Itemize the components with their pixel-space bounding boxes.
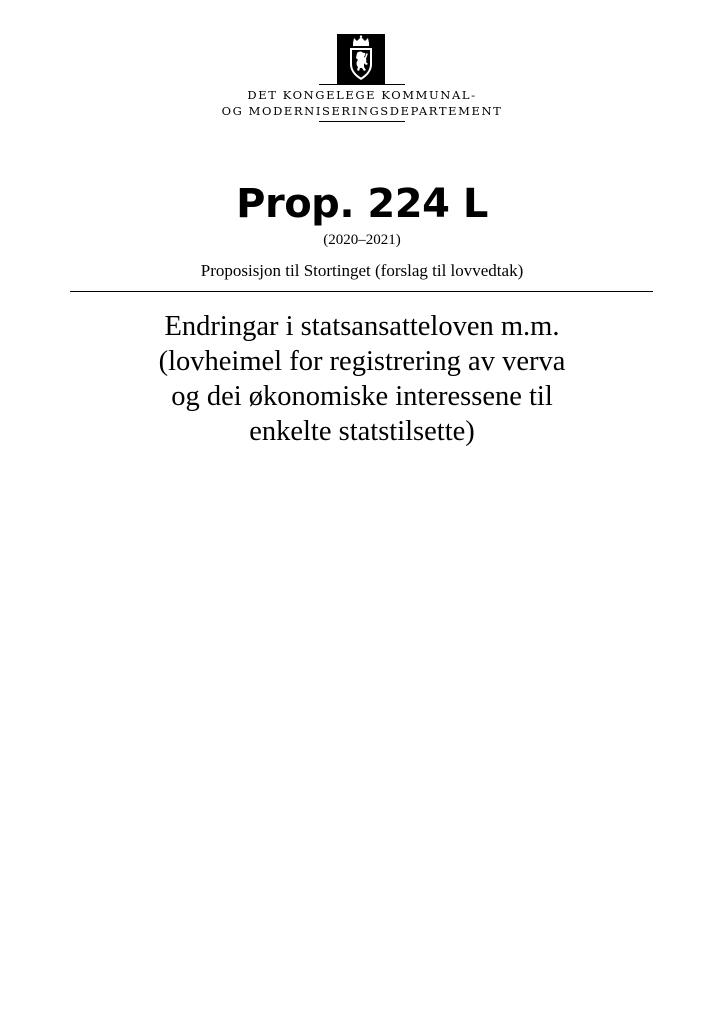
proposition-subtitle: Proposisjon til Stortinget (forslag til lovvedtak) — [200, 261, 524, 280]
department-name-line-1: DET KONGELEGE KOMMUNAL- — [247, 88, 477, 102]
document-title — [0, 309, 724, 449]
department-name-line-2: OG MODERNISERINGSDEPARTEMENT — [221, 104, 503, 118]
document-title-line: og dei økonomiske interessene til — [171, 381, 553, 412]
department-rule-bottom — [319, 121, 405, 122]
title-divider — [70, 291, 653, 292]
coat-of-arms-icon — [337, 34, 385, 84]
document-title-line: (lovheimel for registrering av verva — [158, 346, 566, 377]
document-title-line: Endringar i statsansatteloven m.m. — [164, 311, 560, 342]
proposition-title: Prop. 224 L — [236, 181, 488, 227]
department-rule-top — [319, 84, 405, 85]
document-title-line: enkelte statstilsette) — [249, 416, 475, 447]
session-years: (2020–2021) — [323, 232, 401, 248]
